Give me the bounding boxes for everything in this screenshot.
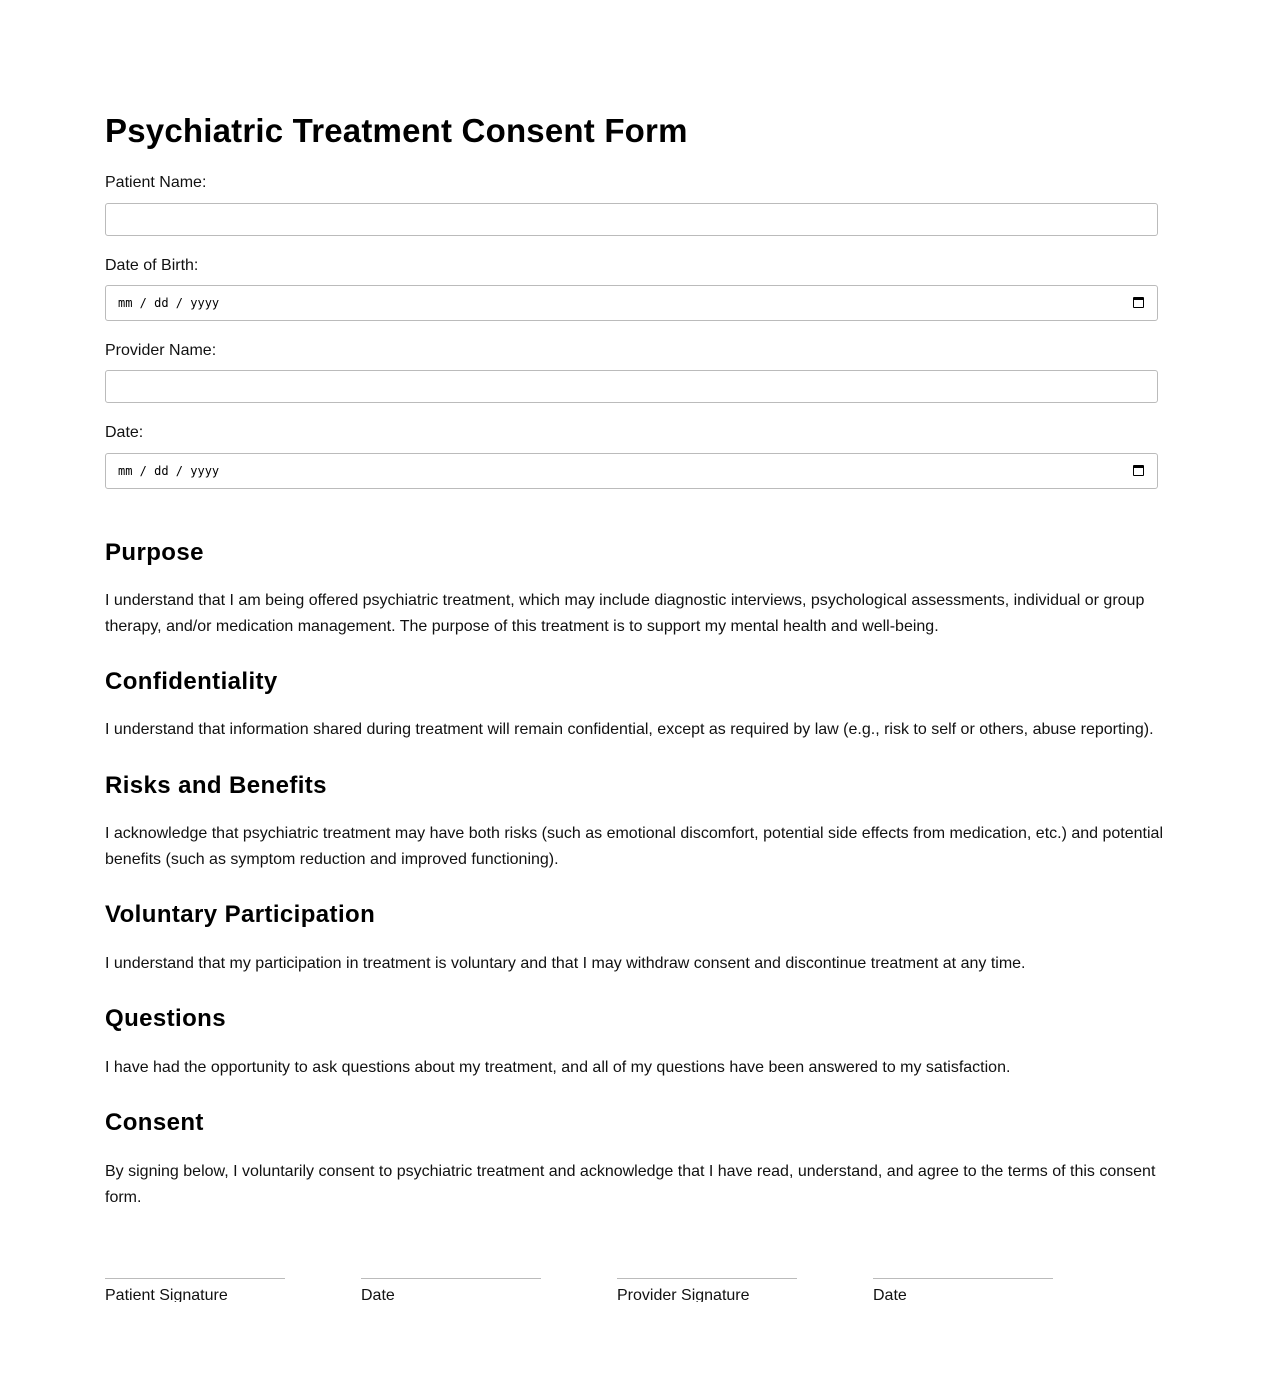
section-heading-questions: Questions	[105, 1005, 226, 1032]
date-placeholder: mm / dd / yyyy	[118, 464, 220, 478]
calendar-icon[interactable]	[1133, 297, 1144, 308]
dob-placeholder: mm / dd / yyyy	[118, 296, 220, 310]
section-heading-risks: Risks and Benefits	[105, 772, 327, 799]
patient-name-label: Patient Name:	[105, 174, 207, 191]
patient-date-line: Date	[361, 1278, 541, 1302]
dob-input[interactable]	[105, 285, 1158, 321]
provider-name-label: Provider Name:	[105, 342, 217, 359]
section-heading-consent: Consent	[105, 1109, 204, 1136]
date-input[interactable]	[105, 453, 1158, 489]
signature-row	[105, 1278, 1158, 1302]
dob-label: Date of Birth:	[105, 257, 199, 274]
provider-date-line: Date	[873, 1278, 1053, 1302]
section-heading-purpose: Purpose	[105, 539, 204, 566]
section-text-confidentiality: I understand that information shared during treatment will remain confidential, except as required by law (e.g., risk to self or others, abuse reporting).	[105, 721, 1154, 738]
section-heading-confidentiality: Confidentiality	[105, 668, 278, 695]
patient-signature-line: Patient Signature	[105, 1278, 285, 1302]
section-text-questions: I have had the opportunity to ask questions about my treatment, and all of my questions have been answered to my satisfaction.	[105, 1059, 1011, 1076]
section-text-risks: I acknowledge that psychiatric treatment may have both risks (such as emotional discomfort, potential side effects from medication, etc.) and potential benefits (such as symptom reduction and improved functioning).	[105, 825, 1163, 868]
provider-signature-line: Provider Signature	[617, 1278, 797, 1302]
section-text-voluntary: I understand that my participation in treatment is voluntary and that I may withdraw consent and discontinue treatment at any time.	[105, 955, 1026, 972]
section-text-purpose: I understand that I am being offered psychiatric treatment, which may include diagnostic interviews, psychological assessments, individual or group therapy, and/or medication management. The purpose of this treatment is to support my mental health and well-being.	[105, 592, 1145, 635]
section-heading-voluntary: Voluntary Participation	[105, 901, 376, 928]
patient-name-input[interactable]	[105, 203, 1158, 236]
date-label: Date:	[105, 424, 144, 441]
calendar-icon[interactable]	[1133, 465, 1144, 476]
section-text-consent: By signing below, I voluntarily consent to psychiatric treatment and acknowledge that I have read, understand, and agree to the terms of this consent form.	[105, 1163, 1156, 1206]
page-title: Psychiatric Treatment Consent Form	[105, 112, 688, 149]
provider-name-input[interactable]	[105, 370, 1158, 403]
